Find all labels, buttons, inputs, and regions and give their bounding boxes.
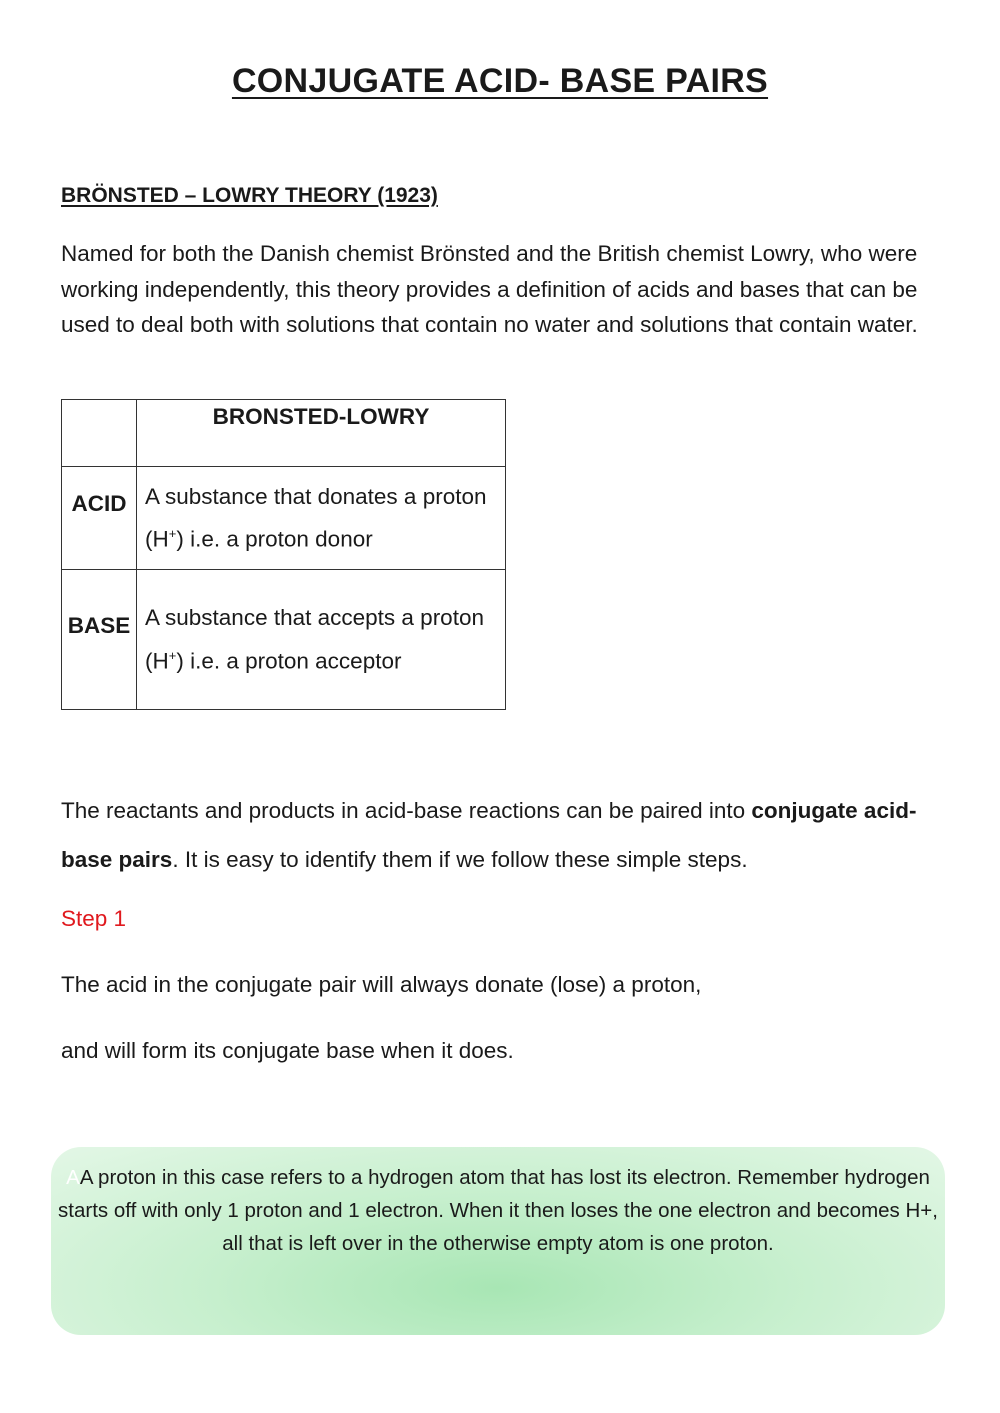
table-header-text: BRONSTED-LOWRY <box>212 404 430 429</box>
step-label: Step 1 <box>61 906 127 931</box>
pairs-text-bold: conjugate acid-base pairs <box>61 798 917 872</box>
acid-definition-start: A substance that donates a proton (H <box>145 483 487 552</box>
section-heading: BRÖNSTED – LOWRY THEORY (1923) <box>61 184 438 207</box>
base-label-cell <box>62 570 137 710</box>
base-definition-end: ) i.e. a proton acceptor <box>176 648 402 674</box>
page-title <box>0 62 1000 101</box>
step-text-line-1: The acid in the conjugate pair will always donate (lose) a proton, <box>61 972 702 997</box>
note-marker: A <box>66 1166 80 1189</box>
intro-paragraph: Named for both the Danish chemist Brönsted and the British chemist Lowry, who were working independently, this theory provides a definition of acids and bases that can be used to deal both with solutions that contain no water and solutions that contain water. <box>61 241 918 337</box>
note-text <box>51 1161 945 1260</box>
definition-table <box>61 399 506 710</box>
note-box <box>51 1147 945 1335</box>
pairs-text-start: The reactants and products in acid-base reactions can be paired into <box>61 798 752 823</box>
pairs-text-end: . It is easy to identify them if we follow these simple steps. <box>172 847 748 872</box>
base-definition-start: A substance that accepts a proton (H <box>145 605 484 674</box>
acid-label: ACID <box>71 491 127 516</box>
conjugate-pairs-paragraph <box>61 786 941 884</box>
page-title-text: CONJUGATE ACID- BASE PAIRS <box>231 62 769 100</box>
table-corner-cell <box>62 400 137 467</box>
acid-definition-end: ) i.e. a proton donor <box>176 526 373 552</box>
step-text-line-2: and will form its conjugate base when it does. <box>61 1038 514 1063</box>
base-definition-superscript: + <box>168 647 177 663</box>
base-definition <box>137 570 506 710</box>
acid-label-cell <box>62 467 137 570</box>
table-row-acid <box>62 467 506 570</box>
acid-definition <box>137 467 506 570</box>
note-body: A proton in this case refers to a hydrogen atom that has lost its electron. Remember hydrogen starts off with only 1 proton and 1 electron. When it then loses the one electron and becomes H+, all that is left over in the otherwise empty atom is one proton. <box>58 1166 938 1255</box>
acid-definition-superscript: + <box>168 526 177 542</box>
base-label: BASE <box>67 613 131 638</box>
table-row-base <box>62 570 506 710</box>
table-header-cell <box>137 400 506 467</box>
table-header-row <box>62 400 506 467</box>
